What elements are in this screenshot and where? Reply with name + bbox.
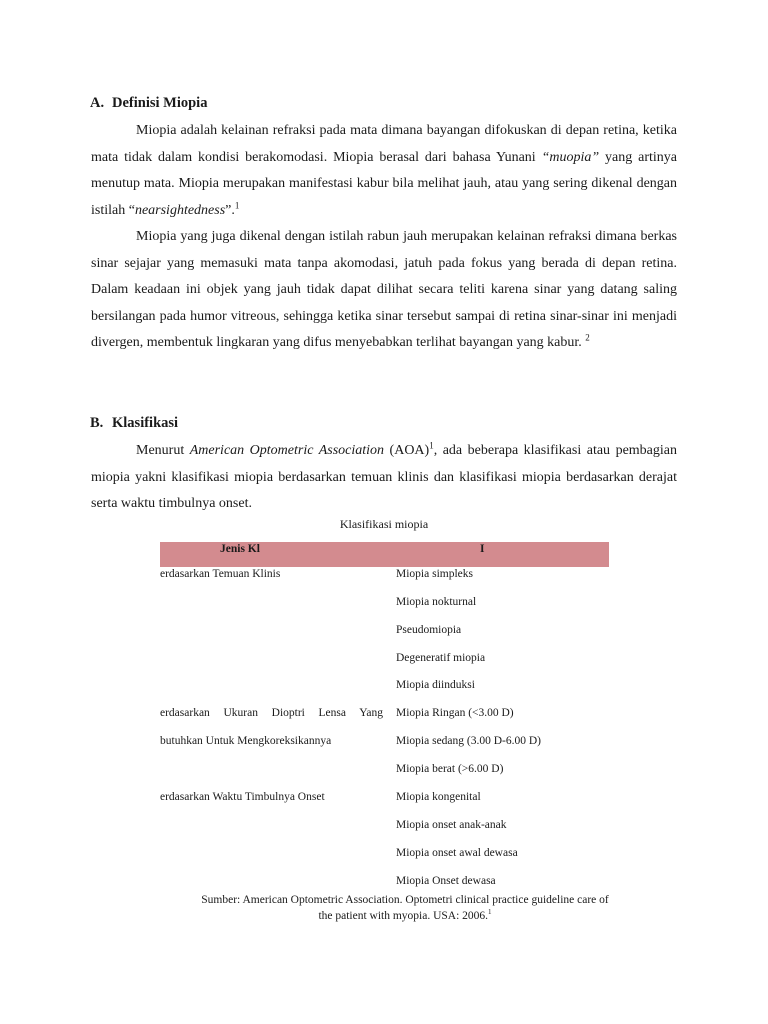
table-cell-type: Pseudomiopia <box>396 624 462 636</box>
section-b-title: Klasifikasi <box>112 415 179 431</box>
table-cell-type: Miopia kongenital <box>396 791 481 803</box>
text-run: ”. <box>225 202 235 218</box>
section-b-paragraph-1 <box>91 438 677 518</box>
text-run: Menurut <box>136 443 190 458</box>
table-source <box>170 892 640 924</box>
section-a-letter: A. <box>90 95 105 111</box>
classification-table <box>160 542 609 567</box>
table-cell-type: Degeneratif miopia <box>396 652 486 664</box>
section-b-heading <box>90 415 178 432</box>
table-cell-type: Miopia berat (>6.00 D) <box>396 763 504 775</box>
table-header-left: Jenis Kl <box>220 543 260 555</box>
text-run: (AOA) <box>384 443 430 458</box>
source-line-1: Sumber: American Optometric Association. Optometri clinical practice guideline care of <box>201 894 609 906</box>
section-b-letter: B. <box>90 415 104 431</box>
reference-marker: 1 <box>429 440 434 451</box>
reference-marker: 1 <box>234 199 240 210</box>
text-run: , ada beberapa klasifikasi atau pembagian miopia yakni klasifikasi miopia berdasarkan temuan klinis dan klasifikasi miopia berdasarkan derajat serta waktu timbulnya onset. <box>91 443 677 511</box>
table-cell-category: erdasarkan Ukuran Dioptri Lensa Yang <box>160 707 383 719</box>
text-run: Miopia adalah kelainan refraksi pada mata dimana bayangan difokuskan di depan retina, ketika mata tidak dalam kondisi berakomodasi. Miopia berasal dari bahasa Yunani <box>91 123 677 165</box>
table-cell-type: Miopia onset anak-anak <box>396 819 507 831</box>
section-a-paragraph-2 <box>91 224 677 357</box>
table-cell-type: Miopia onset awal dewasa <box>396 847 518 859</box>
reference-marker: 1 <box>488 908 492 917</box>
table-cell-type: Miopia nokturnal <box>396 596 477 608</box>
table-cell-type: Miopia simpleks <box>396 568 473 580</box>
text-run: yang artinya menutup mata. Miopia merupakan manifestasi kabur bila melihat jauh, atau yang sering dikenal dengan istilah “ <box>91 149 677 218</box>
term-nearsightedness: nearsightedness <box>134 202 226 218</box>
term-muopia: “muopia” <box>541 149 600 165</box>
reference-marker: 2 <box>585 332 590 343</box>
table-cell-category: butuhkan Untuk Mengkoreksikannya <box>160 735 332 747</box>
table-cell-type: Miopia sedang (3.00 D-6.00 D) <box>396 735 542 747</box>
text-run: Miopia yang juga dikenal dengan istilah rabun jauh merupakan kelainan refraksi dimana berkas sinar sejajar yang memasuki mata tanpa akomodasi, jatuh pada fokus yang berada di depan retina. Dalam keadaan ini objek yang jauh tidak dapat dilihat secara teliti karena sinar yang datang saling bersilangan pada humor vitreous, sehingga ketika sinar tersebut sampai di retina sinar-sinar ini menjadi divergen, membentuk lingkaran yang difus menyebabkan terlihat bayangan yang kabur. <box>91 229 677 350</box>
table-cell-category: erdasarkan Temuan Klinis <box>160 568 281 580</box>
section-a-heading <box>90 95 207 112</box>
section-a-title: Definisi Miopia <box>112 95 208 111</box>
section-a-paragraph-1 <box>91 118 677 224</box>
table-header-right: I <box>480 543 485 555</box>
table-cell-type: Miopia Ringan (<3.00 D) <box>396 707 514 719</box>
table-caption: Klasifikasi miopia <box>339 517 429 531</box>
table-cell-category: erdasarkan Waktu Timbulnya Onset <box>160 791 325 803</box>
term-aoa: American Optometric Association <box>189 443 385 458</box>
table-cell-type: Miopia Onset dewasa <box>396 875 496 887</box>
table-cell-type: Miopia diinduksi <box>396 679 475 691</box>
source-line-2: the patient with myopia. USA: 2006. <box>318 910 489 922</box>
table-header <box>160 542 609 567</box>
